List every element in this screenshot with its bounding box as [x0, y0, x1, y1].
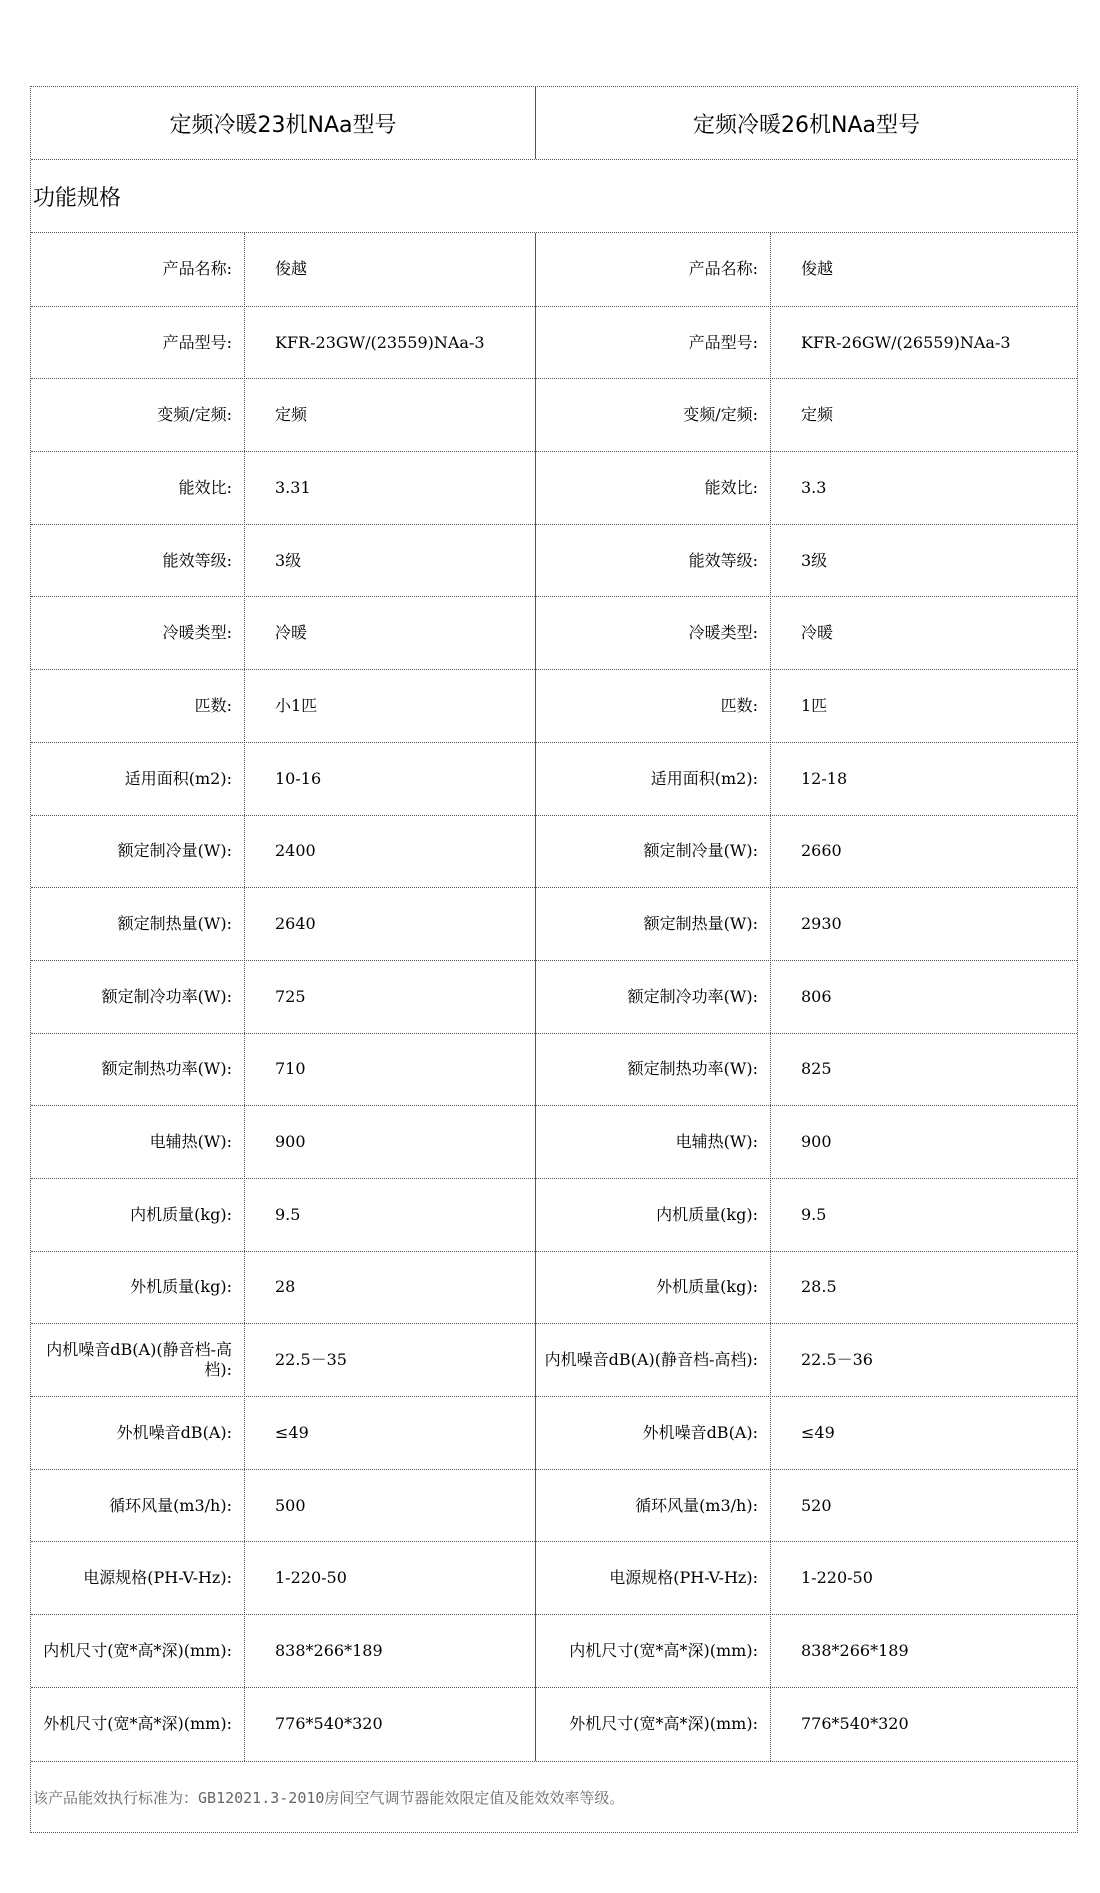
spec-value-left: KFR-23GW/(23559)NAa-3	[275, 332, 485, 352]
table-row	[31, 887, 1077, 960]
spec-value-left: 2640	[275, 914, 316, 934]
spec-label-left: 电源规格(PH-V-Hz):	[83, 1568, 232, 1588]
spec-value-right: 2930	[801, 914, 842, 934]
spec-value-right: ≤49	[801, 1422, 835, 1442]
spec-label-right: 冷暖类型:	[688, 623, 758, 643]
spec-value-right: 定频	[801, 405, 834, 425]
right-model-title: 定频冷暖26机NAa型号	[693, 112, 920, 138]
spec-value-left: 小1匹	[275, 695, 318, 715]
spec-value-right: 520	[801, 1495, 832, 1515]
spec-label-right: 内机尺寸(宽*高*深)(mm):	[569, 1640, 758, 1660]
spec-label-right: 产品型号:	[688, 332, 758, 352]
spec-value-right: 俊越	[801, 259, 834, 279]
spec-label-left: 电辅热(W):	[149, 1132, 232, 1152]
spec-label-left: 外机尺寸(宽*高*深)(mm):	[43, 1713, 232, 1733]
spec-value-right: 冷暖	[801, 623, 834, 643]
left-model-title: 定频冷暖23机NAa型号	[169, 112, 397, 138]
header-divider	[535, 87, 536, 159]
spec-value-right: 838*266*189	[801, 1640, 909, 1660]
spec-label-left: 外机质量(kg):	[130, 1277, 232, 1297]
spec-value-left: 10-16	[275, 768, 322, 788]
spec-value-left: 2400	[275, 841, 316, 861]
spec-label-left: 额定制冷功率(W):	[101, 986, 232, 1006]
model-divider	[535, 233, 536, 1761]
table-row	[31, 1687, 1077, 1760]
spec-value-left: 22.5－35	[275, 1350, 347, 1370]
spec-label-right: 适用面积(m2):	[650, 768, 758, 788]
table-header	[31, 87, 1077, 159]
spec-label-left: 能效比:	[178, 477, 232, 497]
spec-value-right: 3.3	[801, 477, 827, 497]
table-row	[31, 742, 1077, 815]
left-label-divider	[244, 233, 245, 1761]
spec-label-left: 额定制热量(W):	[117, 914, 232, 934]
spec-label-left: 产品型号:	[162, 332, 232, 352]
spec-value-left: 28	[275, 1277, 296, 1297]
table-row	[31, 451, 1077, 524]
table-row	[31, 1396, 1077, 1469]
spec-value-left: 725	[275, 986, 306, 1006]
spec-label-left: 循环风量(m3/h):	[109, 1495, 232, 1515]
spec-label-right: 外机噪音dB(A):	[642, 1422, 758, 1442]
table-row	[31, 669, 1077, 742]
table-row	[31, 960, 1077, 1033]
spec-rows	[31, 233, 1077, 1759]
footer-note: 该产品能效执行标准为：GB12021.3-2010房间空气调节器能效限定值及能效效率等级。	[33, 1788, 625, 1807]
spec-value-left: ≤49	[275, 1422, 309, 1442]
spec-label-right: 电辅热(W):	[675, 1132, 758, 1152]
spec-value-left: 定频	[275, 405, 308, 425]
spec-label-left: 适用面积(m2):	[124, 768, 232, 788]
table-row	[31, 1614, 1077, 1687]
table-row	[31, 378, 1077, 451]
spec-label-right: 匹数:	[720, 695, 758, 715]
right-label-divider	[770, 233, 771, 1761]
table-row	[31, 1033, 1077, 1106]
spec-label-right: 内机噪音dB(A)(静音档-高档):	[544, 1350, 758, 1370]
spec-label-left: 内机质量(kg):	[130, 1204, 232, 1224]
table-row	[31, 1178, 1077, 1251]
spec-label-left: 额定制热功率(W):	[101, 1059, 232, 1079]
spec-value-left: 冷暖	[275, 623, 308, 643]
spec-value-left: 838*266*189	[275, 1640, 383, 1660]
table-row	[31, 815, 1077, 888]
spec-value-right: 1-220-50	[801, 1568, 873, 1588]
spec-label-left: 内机噪音dB(A)(静音档-高档):	[46, 1340, 232, 1380]
spec-value-left: 710	[275, 1059, 306, 1079]
table-row	[31, 596, 1077, 669]
spec-value-right: 28.5	[801, 1277, 837, 1297]
spec-value-left: 9.5	[275, 1204, 301, 1224]
table-row	[31, 233, 1077, 306]
spec-label-left: 产品名称:	[162, 259, 232, 279]
table-row	[31, 1105, 1077, 1178]
spec-label-right: 产品名称:	[688, 259, 758, 279]
spec-label-right: 外机质量(kg):	[656, 1277, 758, 1297]
spec-label-left: 匹数:	[194, 695, 232, 715]
spec-value-left: 500	[275, 1495, 306, 1515]
spec-table	[30, 86, 1078, 1833]
spec-value-left: 776*540*320	[275, 1713, 383, 1733]
table-row	[31, 306, 1077, 379]
table-row	[31, 1323, 1077, 1396]
spec-value-right: 12-18	[801, 768, 848, 788]
spec-value-right: 2660	[801, 841, 842, 861]
table-row	[31, 1251, 1077, 1324]
spec-label-right: 额定制冷量(W):	[643, 841, 758, 861]
spec-label-right: 循环风量(m3/h):	[635, 1495, 758, 1515]
spec-value-left: 俊越	[275, 259, 308, 279]
table-row	[31, 524, 1077, 597]
spec-label-right: 电源规格(PH-V-Hz):	[609, 1568, 758, 1588]
spec-label-right: 额定制热功率(W):	[627, 1059, 758, 1079]
section-title: 功能规格	[33, 185, 122, 211]
spec-value-right: 900	[801, 1132, 832, 1152]
spec-value-right: 9.5	[801, 1204, 827, 1224]
table-row	[31, 1541, 1077, 1614]
spec-value-left: 1-220-50	[275, 1568, 347, 1588]
spec-label-right: 能效等级:	[688, 550, 758, 570]
spec-value-left: 3级	[275, 550, 302, 570]
spec-label-left: 变频/定频:	[157, 405, 232, 425]
table-row	[31, 1469, 1077, 1542]
spec-value-right: 806	[801, 986, 832, 1006]
spec-label-right: 内机质量(kg):	[656, 1204, 758, 1224]
spec-label-right: 变频/定频:	[683, 405, 758, 425]
spec-value-right: 1匹	[801, 695, 828, 715]
spec-label-left: 额定制冷量(W):	[117, 841, 232, 861]
spec-label-left: 冷暖类型:	[162, 623, 232, 643]
spec-label-right: 额定制冷功率(W):	[627, 986, 758, 1006]
spec-value-right: 22.5－36	[801, 1350, 873, 1370]
spec-value-right: 776*540*320	[801, 1713, 909, 1733]
spec-label-left: 内机尺寸(宽*高*深)(mm):	[43, 1640, 232, 1660]
spec-value-left: 900	[275, 1132, 306, 1152]
spec-value-right: 3级	[801, 550, 828, 570]
spec-label-right: 外机尺寸(宽*高*深)(mm):	[569, 1713, 758, 1733]
spec-value-right: KFR-26GW/(26559)NAa-3	[801, 332, 1011, 352]
spec-value-right: 825	[801, 1059, 832, 1079]
spec-label-right: 额定制热量(W):	[643, 914, 758, 934]
spec-label-left: 能效等级:	[162, 550, 232, 570]
spec-value-left: 3.31	[275, 477, 311, 497]
spec-label-left: 外机噪音dB(A):	[116, 1422, 232, 1442]
spec-label-right: 能效比:	[704, 477, 758, 497]
